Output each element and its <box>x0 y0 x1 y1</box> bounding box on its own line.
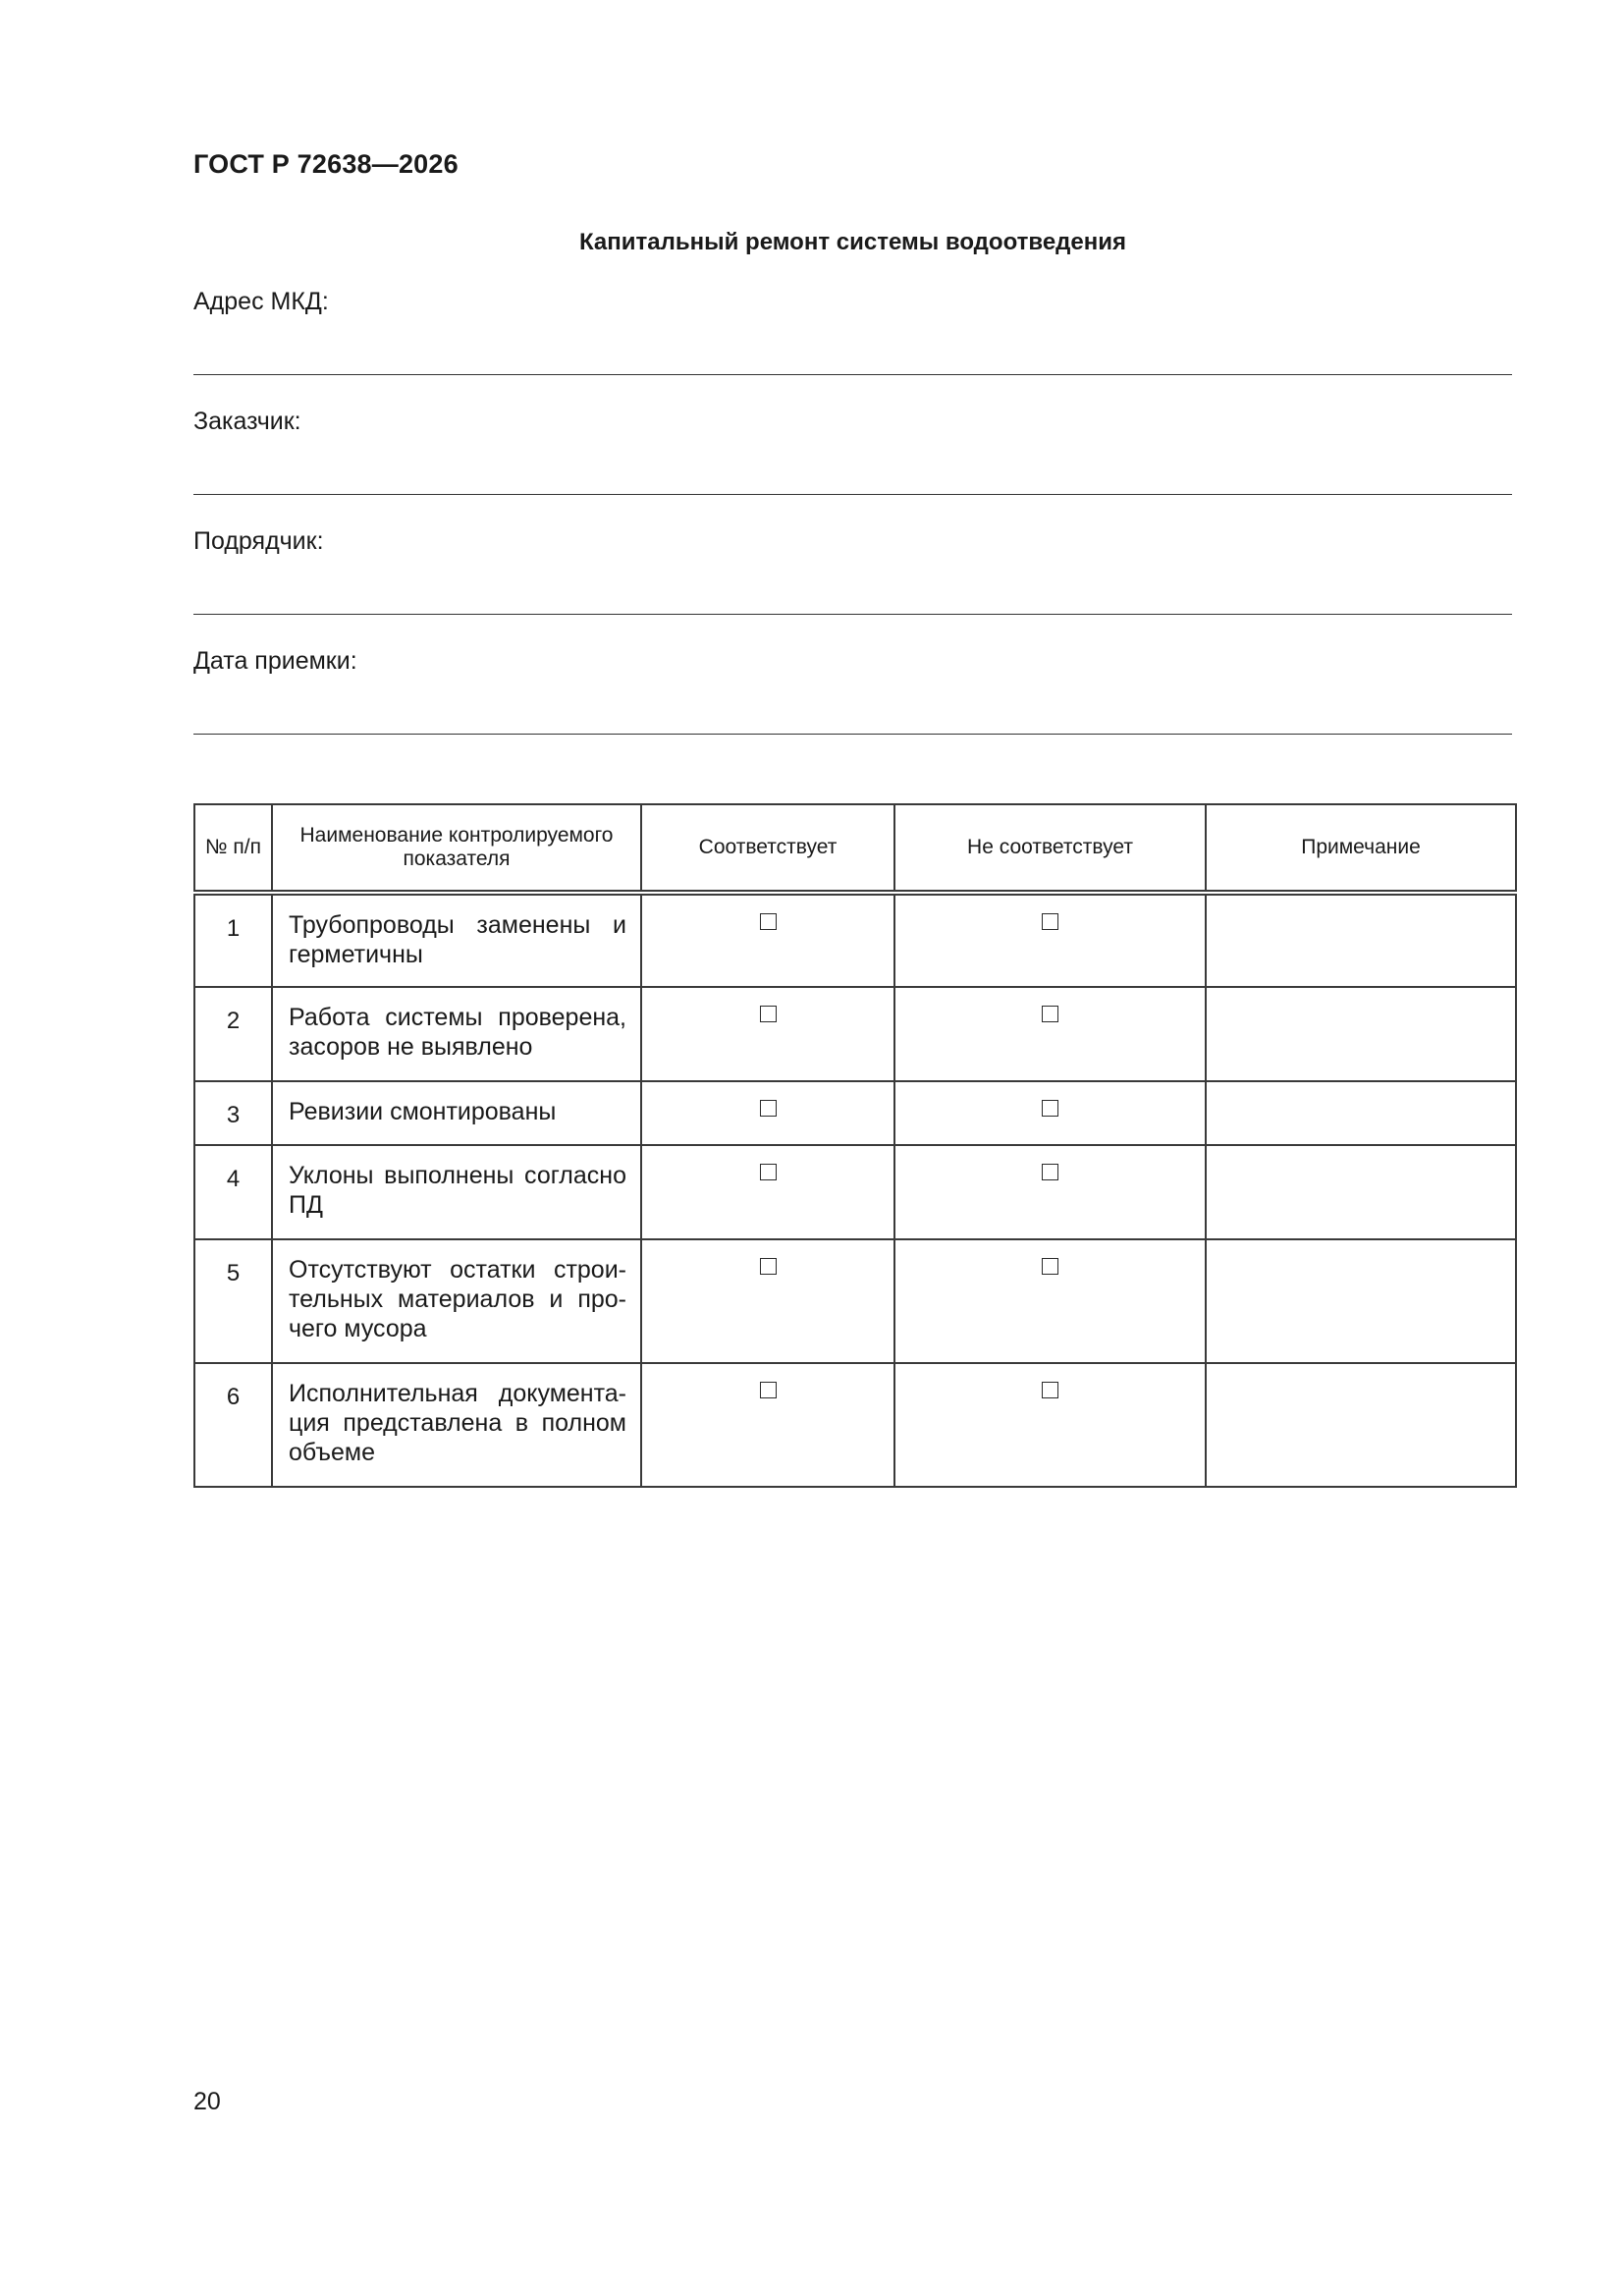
complies-checkbox[interactable] <box>760 1382 777 1398</box>
acceptance-date-label: Дата приемки: <box>193 647 357 675</box>
complies-cell <box>641 893 894 987</box>
note-cell[interactable] <box>1206 1363 1516 1487</box>
not-complies-checkbox[interactable] <box>1042 1258 1058 1275</box>
header-name: Наименование контролируемого показателя <box>272 804 641 893</box>
row-num: 1 <box>194 893 272 987</box>
row-name: Трубопроводы заменены и герметичны <box>272 893 641 987</box>
not-complies-checkbox[interactable] <box>1042 913 1058 930</box>
address-field-line[interactable] <box>193 374 1512 375</box>
table-header-row <box>194 804 1516 893</box>
row-num: 3 <box>194 1081 272 1145</box>
complies-cell <box>641 1363 894 1487</box>
not-complies-checkbox[interactable] <box>1042 1006 1058 1022</box>
complies-cell <box>641 1145 894 1239</box>
note-cell[interactable] <box>1206 893 1516 987</box>
not-complies-cell <box>894 1081 1206 1145</box>
table-row <box>194 987 1516 1081</box>
header-note: Примечание <box>1206 804 1516 893</box>
row-name: Отсутствуют остатки строительных материалов и прочего мусора <box>272 1239 641 1363</box>
header-not-complies: Не соответствует <box>894 804 1206 893</box>
row-num: 4 <box>194 1145 272 1239</box>
not-complies-checkbox[interactable] <box>1042 1164 1058 1180</box>
table-row <box>194 1145 1516 1239</box>
not-complies-checkbox[interactable] <box>1042 1100 1058 1117</box>
table-row <box>194 1363 1516 1487</box>
complies-checkbox[interactable] <box>760 1164 777 1180</box>
not-complies-cell <box>894 1363 1206 1487</box>
not-complies-cell <box>894 1145 1206 1239</box>
complies-cell <box>641 1239 894 1363</box>
complies-cell <box>641 987 894 1081</box>
not-complies-cell <box>894 1239 1206 1363</box>
row-num: 6 <box>194 1363 272 1487</box>
note-cell[interactable] <box>1206 1145 1516 1239</box>
row-name: Исполнительная документация представлена в полном объеме <box>272 1363 641 1487</box>
row-name: Уклоны выполнены согласно ПД <box>272 1145 641 1239</box>
contractor-label: Подрядчик: <box>193 527 324 555</box>
checklist-table <box>193 803 1517 1488</box>
row-name: Ревизии смонтированы <box>272 1081 641 1145</box>
customer-label: Заказчик: <box>193 408 301 435</box>
note-cell[interactable] <box>1206 1239 1516 1363</box>
not-complies-cell <box>894 987 1206 1081</box>
note-cell[interactable] <box>1206 1081 1516 1145</box>
note-cell[interactable] <box>1206 987 1516 1081</box>
document-code: ГОСТ Р 72638—2026 <box>193 149 459 179</box>
table-row <box>194 1081 1516 1145</box>
row-num: 5 <box>194 1239 272 1363</box>
complies-checkbox[interactable] <box>760 1258 777 1275</box>
contractor-field-line[interactable] <box>193 614 1512 615</box>
table-row <box>194 1239 1516 1363</box>
complies-checkbox[interactable] <box>760 1006 777 1022</box>
row-num: 2 <box>194 987 272 1081</box>
form-title: Капитальный ремонт системы водоотведения <box>578 229 1127 255</box>
not-complies-checkbox[interactable] <box>1042 1382 1058 1398</box>
acceptance-date-field-line[interactable] <box>193 734 1512 735</box>
row-name: Работа системы проверена, засоров не выявлено <box>272 987 641 1081</box>
header-complies: Соответствует <box>641 804 894 893</box>
page-number: 20 <box>193 2088 221 2115</box>
customer-field-line[interactable] <box>193 494 1512 495</box>
table-row <box>194 893 1516 987</box>
complies-checkbox[interactable] <box>760 1100 777 1117</box>
not-complies-cell <box>894 893 1206 987</box>
complies-checkbox[interactable] <box>760 913 777 930</box>
complies-cell <box>641 1081 894 1145</box>
address-label: Адрес МКД: <box>193 288 329 315</box>
header-num: № п/п <box>194 804 272 893</box>
